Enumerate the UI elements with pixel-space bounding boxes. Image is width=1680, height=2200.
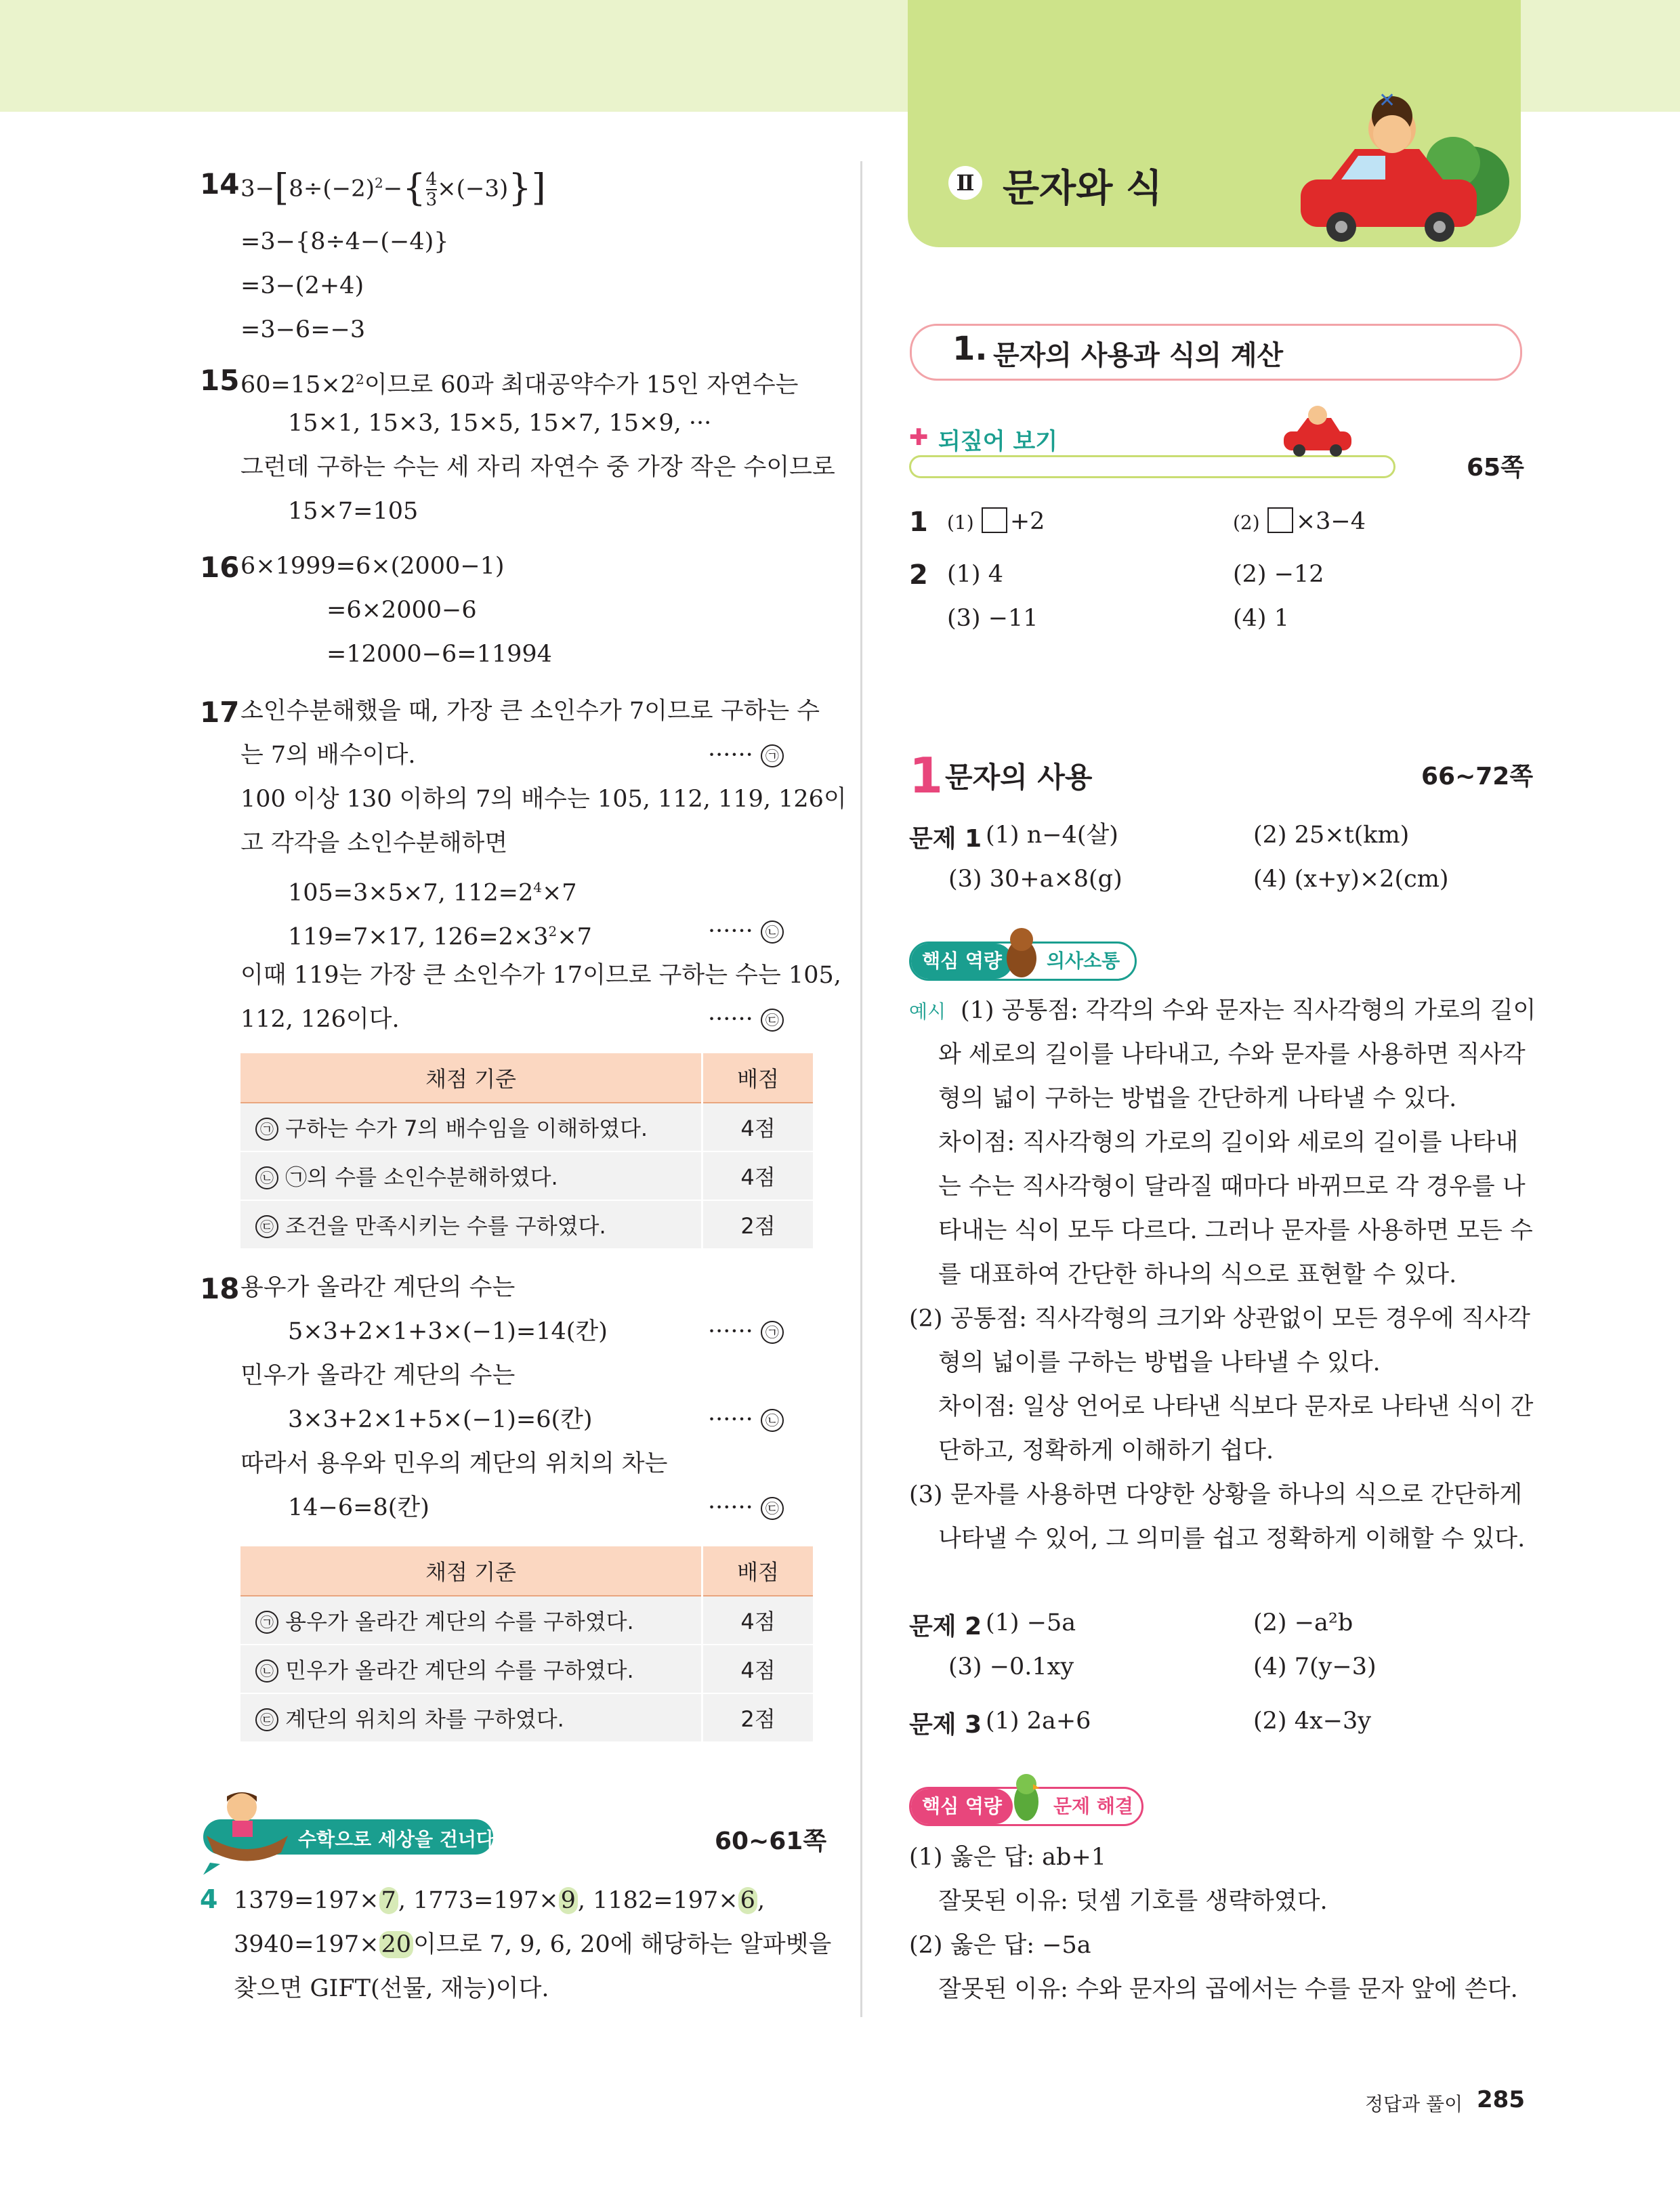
problem3-b: (2) 4x−3y [1253,1708,1372,1735]
example-line: 는 수는 직사각형이 달라질 때마다 바뀌므로 각 경우를 나 [938,1173,1526,1200]
question-4-line3: 찾으면 GIFT(선물, 재능)이다. [234,1975,549,2002]
question-16-line3: =12000−6=11994 [327,641,552,668]
example-line: (2) 공통점: 직사각형의 크기와 상관없이 모든 경우에 직사각 [909,1305,1530,1332]
blank-box [982,507,1007,533]
plus-icon: ✚ [909,424,929,451]
example-line: 차이점: 직사각형의 가로의 길이와 세로의 길이를 나타내 [938,1129,1519,1156]
question-15-line1: $60=15\times 2^2$이므로 60과 최대공약수가 15인 자연수는 [240,371,799,399]
question-4-line1: 1379=197×7, 1773=197×9, 1182=197×6, [234,1887,765,1914]
review-q2-num: 2 [909,559,928,591]
review-q2-b: (2) −12 [1233,561,1324,588]
section-number: 1. [952,330,988,368]
question-16-line1: 6×1999=6×(2000−1) [240,553,505,580]
world-page: 60~61쪽 [715,1827,827,1855]
marker-3: ······ ㉢ [708,999,784,1040]
marker-3: ······ ㉢ [708,1487,784,1528]
topic-title: 문자의 사용 [945,761,1093,794]
section-title-box [910,324,1522,381]
review-q2-c: (3) −11 [947,605,1038,632]
example-line: (3) 문자를 사용하면 다양한 상황을 하나의 식으로 간단하게 [909,1481,1523,1508]
problem2-a: (1) −5a [986,1609,1076,1636]
question-15-line4: 15×7=105 [288,498,419,525]
question-14-line1: $3-[8\div(-2)^2-${ $\frac{4}{3}$ ×(−3)}] [240,166,546,211]
solution-line: 잘못된 이유: 덧셈 기호를 생략하였다. [938,1888,1328,1915]
car-illustration [1290,89,1521,237]
problem2-d: (4) 7(y−3) [1253,1653,1377,1680]
table-row: ㉡ ㉠의 수를 소인수분해하였다. 4점 [240,1151,813,1200]
question-15-num: 15 [200,364,240,397]
small-car-icon [1280,403,1355,457]
review-bar [909,455,1395,478]
review-q1-a-label: (1) [947,511,974,534]
table-row: ㉡ 민우가 올라간 계단의 수를 구하였다. 4점 [240,1645,813,1693]
marker-2: ······ ㉡ [708,911,784,952]
example-line: 를 대표하여 간단한 하나의 식으로 표현할 수 있다. [938,1261,1457,1288]
question-16-num: 16 [200,551,240,584]
table-header: 배점 [702,1546,814,1596]
section-title: 문자의 사용과 식의 계산 [993,340,1284,371]
example-line: 나타낼 수 있어, 그 의미를 쉽고 정확하게 이해할 수 있다. [938,1525,1526,1552]
solution-line: 잘못된 이유: 수와 문자의 곱에서는 수를 문자 앞에 쓴다. [938,1976,1518,2003]
topic-number: 1 [909,747,944,804]
chapter-numeral: Ⅱ [948,166,982,200]
example-line: 단하고, 정확하게 이해하기 쉽다. [938,1437,1274,1464]
question-17-num: 17 [200,696,240,729]
table-header: 배점 [702,1053,814,1103]
marker-1: ······ ㉠ [708,1311,784,1352]
question-17-line: 105=3×5×7, $112=2^4\times 7$ [288,879,577,907]
question-16-line2: =6×2000−6 [327,597,477,624]
marker-2: ······ ㉡ [708,1399,784,1440]
question-18-line: 3×3+2×1+5×(−1)=6(칸) [288,1406,593,1433]
scoring-table-18 [240,1546,813,1743]
question-14-line3: =3−(2+4) [240,272,364,299]
footer-label: 정답과 풀이 [1365,2093,1463,2115]
review-q2-d: (4) 1 [1233,605,1289,632]
table-row: ㉠ 용우가 올라간 계단의 수를 구하였다. 4점 [240,1596,813,1645]
review-q1-b: ×3−4 [1295,508,1366,535]
example-line: 타내는 식이 모두 다르다. 그러나 문자를 사용하면 모든 수 [938,1217,1533,1244]
question-18-line: 용우가 올라간 계단의 수는 [240,1274,516,1301]
question-18-line: 따라서 용우와 민우의 계단의 위치의 차는 [240,1450,668,1477]
review-label: 되짚어 보기 [938,428,1058,455]
table-header: 채점 기준 [240,1053,702,1103]
review-page: 65쪽 [1467,454,1524,482]
question-18-line: 5×3+2×1+3×(−1)=14(칸) [288,1318,608,1345]
table-row: ㉢ 조건을 만족시키는 수를 구하였다. 2점 [240,1200,813,1249]
question-17-line: 이때 119는 가장 큰 소인수가 17이므로 구하는 수는 105, [240,962,841,989]
question-14-num: 14 [200,167,240,200]
example-line: 형의 넓이 구하는 방법을 간단하게 나타낼 수 있다. [938,1085,1457,1112]
problem1-a: (1) n−4(살) [986,822,1118,849]
scoring-table-17 [240,1053,813,1250]
question-18-line: 14−6=8(칸) [288,1494,429,1521]
question-4-num: 4 [200,1884,218,1914]
question-15-line3: 그런데 구하는 수는 세 자리 자연수 중 가장 작은 수이므로 [240,454,835,481]
example-label: 예시 [909,1000,946,1023]
question-17-line: 소인수분해했을 때, 가장 큰 소인수가 7이므로 구하는 수 [240,698,820,725]
question-4-line2: 3940=197×20이므로 7, 9, 6, 20에 해당하는 알파벳을 [234,1931,832,1958]
question-17-line: 100 이상 130 이하의 7의 배수는 105, 112, 119, 126이 [240,786,847,813]
solution-line: (2) 옳은 답: −5a [909,1932,1091,1959]
problem2-c: (3) −0.1xy [948,1653,1074,1680]
chapter-title: 문자와 식 [1003,167,1162,211]
table-header: 채점 기준 [240,1546,702,1596]
question-17-line: 112, 126이다. [240,1006,400,1033]
page-number: 285 [1477,2086,1525,2113]
competency-label: 핵심 역량 [911,1789,1013,1824]
problem3-a: (1) 2a+6 [986,1708,1091,1735]
example-line: 차이점: 일상 언어로 나타낸 식보다 문자로 나타낸 식이 간 [938,1393,1534,1420]
example-line: (1) 공통점: 각각의 수와 문자는 직사각형의 가로의 길이 [961,997,1536,1024]
question-14-line2: =3−{8÷4−(−4)} [240,228,449,255]
table-row: ㉠ 구하는 수가 7의 배수임을 이해하였다. 4점 [240,1103,813,1151]
problem2-label: 문제 2 [909,1613,982,1641]
question-18-num: 18 [200,1272,240,1305]
question-17-line: 고 각각을 소인수분해하면 [240,830,508,857]
problem1-c: (3) 30+a×8(g) [948,866,1122,893]
competency-tag: 문제 해결 [1053,1795,1133,1817]
question-14-line4: =3−6=−3 [240,316,366,343]
review-q1-a: +2 [1009,508,1045,535]
review-q2-a: (1) 4 [947,561,1003,588]
competency-tag: 의사소통 [1047,950,1120,972]
problem2-b: (2) −a²b [1253,1609,1353,1636]
parrot-icon [1006,1769,1047,1823]
problem3-label: 문제 3 [909,1711,982,1739]
blank-box [1267,507,1293,533]
problem1-label: 문제 1 [909,825,982,853]
topic-page: 66~72쪽 [1421,763,1534,790]
review-q1-b-label: (2) [1233,511,1260,534]
world-label: 수학으로 세상을 건너다 [298,1828,495,1850]
question-17-line: 는 7의 배수이다. [240,742,416,769]
boat-girl-icon [200,1788,295,1876]
svg-text:✕: ✕ [1379,89,1396,112]
problem1-b: (2) 25×t(km) [1253,822,1410,849]
question-15-line2: 15×1, 15×3, 15×5, 15×7, 15×9, ··· [288,410,712,437]
dog-icon [1001,925,1042,979]
marker-1: ······ ㉠ [708,735,784,776]
example-line: 와 세로의 길이를 나타내고, 수와 문자를 사용하면 직사각 [938,1041,1526,1068]
problem1-d: (4) (x+y)×2(cm) [1253,866,1449,893]
table-row: ㉢ 계단의 위치의 차를 구하였다. 2점 [240,1693,813,1742]
column-divider [860,161,862,2017]
solution-line: (1) 옳은 답: ab+1 [909,1844,1107,1871]
review-q1-num: 1 [909,507,928,538]
competency-label: 핵심 역량 [911,944,1013,979]
example-line: 형의 넓이를 구하는 방법을 나타낼 수 있다. [938,1349,1381,1376]
question-18-line: 민우가 올라간 계단의 수는 [240,1362,516,1389]
question-17-line: 119=7×17, $126=2\times 3^2\times 7$ [288,923,592,951]
